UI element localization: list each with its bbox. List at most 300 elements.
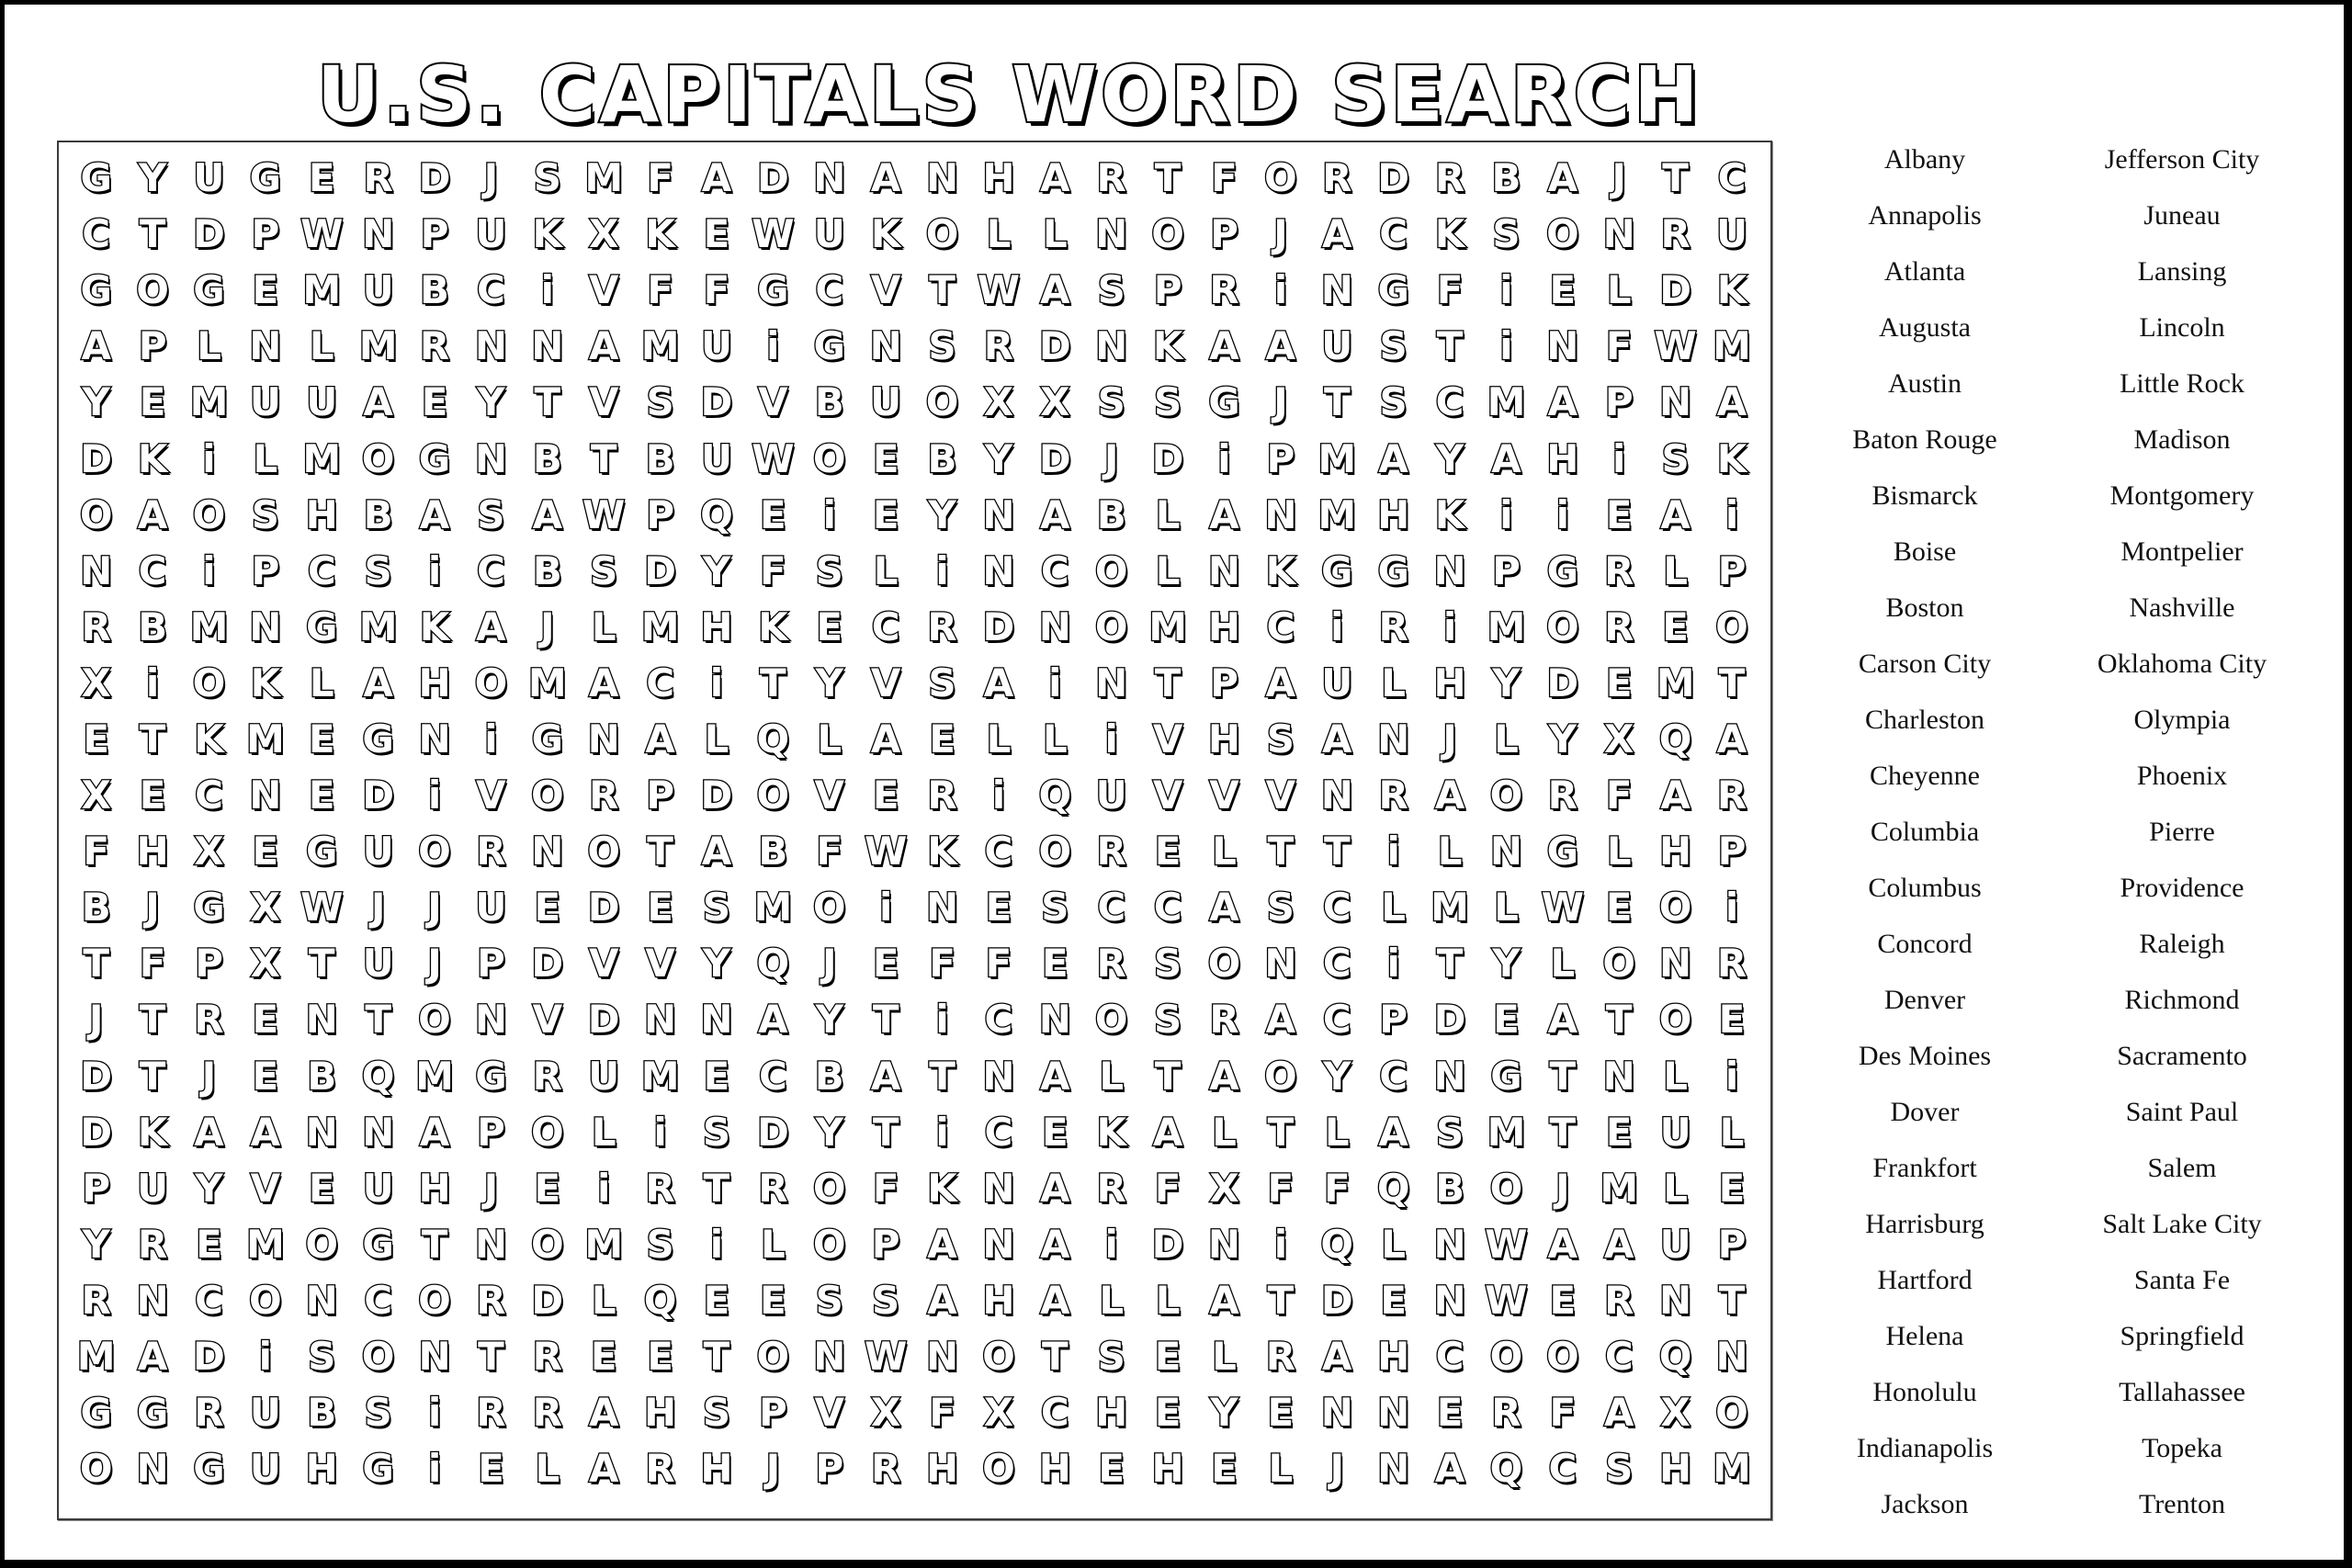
grid-cell[interactable]: V: [1209, 773, 1239, 818]
grid-cell[interactable]: E: [1549, 1277, 1577, 1323]
grid-cell[interactable]: W: [865, 829, 908, 874]
grid-cell[interactable]: E: [1154, 1334, 1182, 1380]
grid-cell[interactable]: A: [1378, 435, 1408, 481]
grid-cell[interactable]: Y: [815, 997, 843, 1043]
grid-cell[interactable]: W: [300, 211, 344, 257]
grid-cell[interactable]: B: [138, 604, 168, 649]
grid-cell[interactable]: V: [588, 379, 619, 425]
grid-cell[interactable]: M: [358, 323, 398, 369]
grid-cell[interactable]: E: [252, 267, 279, 313]
grid-cell[interactable]: i: [1724, 1053, 1739, 1099]
grid-cell[interactable]: A: [701, 155, 732, 201]
grid-cell[interactable]: L: [1494, 885, 1519, 931]
grid-cell[interactable]: E: [1718, 1165, 1746, 1211]
grid-cell[interactable]: E: [1605, 491, 1633, 537]
grid-cell[interactable]: Q: [1320, 1221, 1354, 1267]
grid-cell[interactable]: X: [1209, 1165, 1239, 1211]
grid-cell[interactable]: C: [646, 660, 675, 705]
grid-cell[interactable]: V: [758, 379, 788, 425]
grid-cell[interactable]: G: [1546, 547, 1579, 593]
grid-cell[interactable]: Q: [361, 1053, 395, 1099]
grid-cell[interactable]: L: [986, 211, 1012, 257]
grid-cell[interactable]: Y: [702, 547, 731, 593]
grid-cell[interactable]: W: [865, 1334, 908, 1380]
grid-cell[interactable]: N: [982, 1221, 1015, 1267]
grid-cell[interactable]: N: [1320, 773, 1353, 818]
grid-cell[interactable]: M: [640, 1053, 680, 1099]
grid-cell[interactable]: U: [362, 1165, 394, 1211]
grid-cell[interactable]: U: [362, 941, 394, 987]
grid-cell[interactable]: O: [530, 1221, 564, 1267]
grid-cell[interactable]: S: [1661, 435, 1690, 481]
grid-cell[interactable]: M: [1317, 435, 1357, 481]
grid-cell[interactable]: J: [427, 941, 442, 987]
grid-cell[interactable]: J: [765, 1446, 781, 1492]
grid-cell[interactable]: W: [752, 211, 795, 257]
grid-cell[interactable]: B: [532, 435, 562, 481]
grid-cell[interactable]: X: [983, 379, 1014, 425]
grid-cell[interactable]: Y: [984, 435, 1013, 481]
grid-cell[interactable]: O: [1545, 604, 1579, 649]
grid-cell[interactable]: A: [1209, 885, 1239, 931]
grid-cell[interactable]: U: [249, 1446, 281, 1492]
grid-cell[interactable]: S: [1266, 716, 1295, 761]
grid-cell[interactable]: R: [1378, 604, 1408, 649]
grid-cell[interactable]: N: [587, 716, 620, 761]
grid-cell[interactable]: M: [415, 1053, 454, 1099]
grid-cell[interactable]: A: [588, 323, 619, 369]
grid-cell[interactable]: C: [1322, 997, 1351, 1043]
grid-cell[interactable]: i: [1386, 941, 1400, 987]
grid-cell[interactable]: C: [1717, 155, 1747, 201]
grid-cell[interactable]: L: [1381, 885, 1407, 931]
grid-cell[interactable]: F: [1323, 1165, 1351, 1211]
grid-cell[interactable]: O: [812, 885, 846, 931]
grid-cell[interactable]: A: [588, 1390, 619, 1436]
grid-cell[interactable]: P: [1492, 547, 1521, 593]
grid-cell[interactable]: V: [532, 997, 563, 1043]
grid-cell[interactable]: U: [588, 1053, 620, 1099]
grid-cell[interactable]: J: [540, 604, 555, 649]
grid-cell[interactable]: U: [475, 885, 507, 931]
grid-cell[interactable]: B: [1491, 155, 1521, 201]
grid-cell[interactable]: U: [1095, 773, 1127, 818]
grid-cell[interactable]: A: [1040, 267, 1070, 313]
grid-cell[interactable]: T: [1323, 379, 1351, 425]
grid-cell[interactable]: N: [1095, 323, 1128, 369]
grid-cell[interactable]: O: [812, 1221, 846, 1267]
grid-cell[interactable]: N: [700, 997, 733, 1043]
grid-cell[interactable]: T: [1436, 941, 1464, 987]
grid-cell[interactable]: G: [306, 604, 338, 649]
grid-cell[interactable]: Y: [138, 155, 167, 201]
grid-cell[interactable]: V: [250, 1165, 281, 1211]
grid-cell[interactable]: H: [1546, 435, 1579, 481]
grid-cell[interactable]: K: [194, 716, 224, 761]
grid-cell[interactable]: A: [1660, 773, 1690, 818]
grid-cell[interactable]: A: [419, 491, 450, 537]
grid-cell[interactable]: R: [532, 1334, 562, 1380]
grid-cell[interactable]: L: [1437, 829, 1463, 874]
grid-cell[interactable]: R: [476, 829, 506, 874]
grid-cell[interactable]: N: [474, 997, 507, 1043]
grid-cell[interactable]: O: [1545, 1334, 1579, 1380]
grid-cell[interactable]: V: [588, 941, 619, 987]
grid-cell[interactable]: O: [418, 1277, 451, 1323]
grid-cell[interactable]: A: [1434, 773, 1465, 818]
grid-cell[interactable]: E: [1605, 660, 1633, 705]
grid-cell[interactable]: N: [1095, 211, 1128, 257]
grid-cell[interactable]: i: [540, 267, 555, 313]
grid-cell[interactable]: A: [1265, 660, 1296, 705]
grid-cell[interactable]: O: [1489, 1165, 1523, 1211]
grid-cell[interactable]: W: [582, 491, 626, 537]
grid-cell[interactable]: U: [362, 829, 394, 874]
grid-cell[interactable]: P: [1379, 997, 1408, 1043]
grid-cell[interactable]: O: [136, 267, 169, 313]
grid-cell[interactable]: E: [252, 829, 279, 874]
grid-cell[interactable]: Q: [756, 716, 790, 761]
grid-cell[interactable]: J: [1103, 435, 1119, 481]
grid-cell[interactable]: F: [1267, 1165, 1295, 1211]
grid-cell[interactable]: F: [985, 941, 1012, 987]
grid-cell[interactable]: P: [251, 211, 280, 257]
grid-cell[interactable]: C: [1040, 1390, 1069, 1436]
grid-cell[interactable]: H: [418, 1165, 451, 1211]
grid-cell[interactable]: P: [646, 491, 674, 537]
grid-cell[interactable]: R: [137, 1221, 168, 1267]
grid-cell[interactable]: H: [1038, 1446, 1071, 1492]
grid-cell[interactable]: S: [1379, 323, 1408, 369]
grid-cell[interactable]: H: [136, 829, 169, 874]
grid-cell[interactable]: T: [929, 267, 956, 313]
grid-cell[interactable]: A: [363, 660, 393, 705]
grid-cell[interactable]: A: [1040, 155, 1070, 201]
grid-cell[interactable]: N: [1207, 1221, 1241, 1267]
grid-cell[interactable]: Y: [1210, 1390, 1238, 1436]
grid-cell[interactable]: N: [474, 1221, 507, 1267]
grid-cell[interactable]: D: [756, 155, 789, 201]
grid-cell[interactable]: Q: [1658, 1334, 1692, 1380]
grid-cell[interactable]: i: [1612, 435, 1626, 481]
grid-cell[interactable]: E: [872, 941, 899, 987]
grid-cell[interactable]: V: [588, 267, 619, 313]
grid-cell[interactable]: L: [1381, 660, 1407, 705]
grid-cell[interactable]: N: [1433, 1221, 1466, 1267]
grid-cell[interactable]: M: [584, 1221, 624, 1267]
grid-cell[interactable]: M: [1148, 604, 1188, 649]
grid-cell[interactable]: i: [202, 547, 216, 593]
grid-cell[interactable]: P: [646, 773, 674, 818]
grid-cell[interactable]: D: [362, 773, 395, 818]
grid-cell[interactable]: N: [531, 829, 564, 874]
grid-cell[interactable]: M: [584, 155, 624, 201]
grid-cell[interactable]: T: [872, 1109, 899, 1155]
grid-cell[interactable]: E: [816, 604, 843, 649]
grid-cell[interactable]: N: [925, 1334, 959, 1380]
grid-cell[interactable]: K: [1265, 547, 1296, 593]
grid-cell[interactable]: i: [484, 716, 498, 761]
grid-cell[interactable]: L: [1550, 941, 1576, 987]
grid-cell[interactable]: N: [1659, 379, 1692, 425]
grid-cell[interactable]: T: [929, 1053, 956, 1099]
grid-cell[interactable]: G: [306, 829, 338, 874]
grid-cell[interactable]: T: [139, 211, 166, 257]
grid-cell[interactable]: R: [927, 773, 957, 818]
grid-cell[interactable]: R: [1096, 155, 1126, 201]
grid-cell[interactable]: O: [1602, 941, 1636, 987]
grid-cell[interactable]: S: [1435, 1109, 1464, 1155]
grid-cell[interactable]: F: [1605, 773, 1633, 818]
grid-cell[interactable]: W: [1485, 1221, 1528, 1267]
grid-cell[interactable]: R: [1434, 155, 1465, 201]
grid-cell[interactable]: Q: [1489, 1446, 1523, 1492]
grid-cell[interactable]: R: [1322, 155, 1352, 201]
grid-cell[interactable]: T: [365, 997, 391, 1043]
grid-cell[interactable]: F: [83, 829, 110, 874]
grid-cell[interactable]: N: [1264, 941, 1297, 987]
grid-cell[interactable]: i: [1442, 604, 1457, 649]
grid-cell[interactable]: O: [192, 491, 226, 537]
grid-cell[interactable]: A: [1547, 1221, 1578, 1267]
grid-cell[interactable]: R: [1209, 267, 1239, 313]
grid-cell[interactable]: D: [80, 1053, 113, 1099]
grid-cell[interactable]: L: [253, 435, 278, 481]
grid-cell[interactable]: M: [640, 604, 680, 649]
grid-cell[interactable]: K: [758, 604, 788, 649]
grid-cell[interactable]: T: [647, 829, 673, 874]
grid-cell[interactable]: N: [474, 323, 507, 369]
grid-cell[interactable]: E: [1718, 997, 1746, 1043]
grid-cell[interactable]: T: [83, 941, 110, 987]
grid-cell[interactable]: Q: [1038, 773, 1072, 818]
grid-cell[interactable]: A: [1040, 1277, 1070, 1323]
grid-cell[interactable]: T: [1323, 829, 1351, 874]
grid-cell[interactable]: C: [1266, 604, 1295, 649]
grid-cell[interactable]: R: [194, 997, 224, 1043]
grid-cell[interactable]: Y: [1435, 435, 1464, 481]
grid-cell[interactable]: A: [1040, 1165, 1070, 1211]
grid-cell[interactable]: S: [646, 1221, 674, 1267]
grid-cell[interactable]: G: [80, 267, 112, 313]
grid-cell[interactable]: S: [815, 547, 843, 593]
grid-cell[interactable]: E: [252, 1053, 279, 1099]
grid-cell[interactable]: E: [421, 379, 448, 425]
grid-cell[interactable]: C: [984, 829, 1013, 874]
grid-cell[interactable]: H: [644, 1390, 677, 1436]
grid-cell[interactable]: M: [189, 379, 229, 425]
grid-cell[interactable]: P: [1266, 435, 1295, 481]
grid-cell[interactable]: J: [201, 1053, 217, 1099]
grid-cell[interactable]: L: [986, 716, 1012, 761]
grid-cell[interactable]: C: [82, 211, 111, 257]
grid-cell[interactable]: T: [1662, 155, 1689, 201]
grid-cell[interactable]: N: [418, 1334, 451, 1380]
grid-cell[interactable]: U: [306, 379, 338, 425]
grid-cell[interactable]: N: [1377, 1446, 1410, 1492]
grid-cell[interactable]: K: [532, 211, 563, 257]
grid-cell[interactable]: E: [760, 491, 786, 537]
grid-cell[interactable]: H: [1377, 491, 1410, 537]
grid-cell[interactable]: O: [587, 829, 621, 874]
grid-cell[interactable]: N: [136, 1446, 169, 1492]
grid-cell[interactable]: R: [81, 1277, 111, 1323]
grid-cell[interactable]: A: [1547, 379, 1578, 425]
grid-cell[interactable]: S: [1379, 379, 1408, 425]
grid-cell[interactable]: C: [364, 1277, 393, 1323]
grid-cell[interactable]: O: [756, 773, 790, 818]
grid-cell[interactable]: T: [1267, 1109, 1295, 1155]
grid-cell[interactable]: A: [927, 1277, 957, 1323]
grid-cell[interactable]: C: [1548, 1446, 1577, 1492]
grid-cell[interactable]: S: [1153, 997, 1182, 1043]
grid-cell[interactable]: i: [1499, 323, 1513, 369]
grid-cell[interactable]: B: [645, 435, 675, 481]
grid-cell[interactable]: S: [646, 379, 674, 425]
grid-cell[interactable]: X: [250, 885, 281, 931]
grid-cell[interactable]: N: [813, 1334, 846, 1380]
grid-cell[interactable]: G: [757, 267, 789, 313]
grid-cell[interactable]: A: [1434, 1446, 1465, 1492]
grid-cell[interactable]: G: [362, 1221, 394, 1267]
grid-cell[interactable]: A: [137, 491, 168, 537]
grid-cell[interactable]: Q: [1658, 716, 1692, 761]
grid-cell[interactable]: D: [700, 379, 733, 425]
grid-cell[interactable]: L: [1494, 716, 1519, 761]
grid-cell[interactable]: O: [1264, 155, 1297, 201]
grid-cell[interactable]: U: [362, 267, 394, 313]
grid-cell[interactable]: N: [813, 155, 846, 201]
grid-cell[interactable]: G: [418, 435, 451, 481]
grid-cell[interactable]: V: [814, 773, 845, 818]
grid-cell[interactable]: A: [1716, 379, 1747, 425]
grid-cell[interactable]: B: [758, 829, 788, 874]
grid-cell[interactable]: V: [870, 660, 901, 705]
grid-cell[interactable]: B: [363, 491, 393, 537]
grid-cell[interactable]: M: [302, 267, 342, 313]
grid-cell[interactable]: J: [483, 155, 499, 201]
grid-cell[interactable]: J: [1273, 211, 1288, 257]
grid-cell[interactable]: N: [362, 211, 395, 257]
grid-cell[interactable]: D: [80, 1109, 113, 1155]
grid-cell[interactable]: E: [308, 773, 335, 818]
grid-cell[interactable]: G: [531, 716, 564, 761]
grid-cell[interactable]: O: [982, 1334, 1015, 1380]
grid-cell[interactable]: D: [587, 997, 620, 1043]
grid-cell[interactable]: N: [1659, 1277, 1692, 1323]
grid-cell[interactable]: A: [1378, 1109, 1408, 1155]
grid-cell[interactable]: L: [1663, 1165, 1689, 1211]
grid-cell[interactable]: D: [1038, 435, 1071, 481]
grid-cell[interactable]: X: [81, 660, 111, 705]
grid-cell[interactable]: i: [258, 1334, 273, 1380]
grid-cell[interactable]: H: [700, 1446, 733, 1492]
grid-cell[interactable]: E: [703, 1053, 730, 1099]
grid-cell[interactable]: A: [758, 997, 788, 1043]
grid-cell[interactable]: J: [483, 1165, 499, 1211]
grid-cell[interactable]: i: [991, 773, 1006, 818]
grid-cell[interactable]: R: [1660, 211, 1690, 257]
grid-cell[interactable]: X: [589, 211, 619, 257]
grid-cell[interactable]: R: [758, 1165, 788, 1211]
grid-cell[interactable]: M: [753, 885, 793, 931]
grid-cell[interactable]: Y: [815, 1109, 843, 1155]
grid-cell[interactable]: M: [358, 604, 398, 649]
grid-cell[interactable]: M: [1430, 885, 1469, 931]
grid-cell[interactable]: G: [813, 323, 846, 369]
grid-cell[interactable]: A: [194, 1109, 224, 1155]
grid-cell[interactable]: X: [1660, 1390, 1690, 1436]
grid-cell[interactable]: E: [703, 1277, 730, 1323]
grid-cell[interactable]: K: [1434, 211, 1465, 257]
grid-cell[interactable]: V: [1265, 773, 1296, 818]
grid-cell[interactable]: D: [531, 1277, 564, 1323]
grid-cell[interactable]: O: [79, 1446, 113, 1492]
grid-cell[interactable]: N: [982, 547, 1015, 593]
grid-cell[interactable]: L: [535, 1446, 560, 1492]
grid-cell[interactable]: N: [249, 323, 282, 369]
grid-cell[interactable]: M: [1713, 323, 1751, 369]
grid-cell[interactable]: P: [477, 1109, 505, 1155]
grid-cell[interactable]: O: [1658, 885, 1692, 931]
grid-cell[interactable]: A: [870, 155, 901, 201]
grid-cell[interactable]: i: [766, 323, 780, 369]
grid-cell[interactable]: R: [194, 1390, 224, 1436]
grid-cell[interactable]: A: [1491, 435, 1521, 481]
grid-cell[interactable]: R: [1378, 773, 1408, 818]
grid-cell[interactable]: M: [527, 660, 567, 705]
grid-cell[interactable]: i: [1555, 491, 1570, 537]
grid-cell[interactable]: E: [760, 1277, 786, 1323]
grid-cell[interactable]: F: [139, 941, 166, 987]
grid-cell[interactable]: M: [245, 716, 285, 761]
grid-cell[interactable]: F: [1154, 1165, 1182, 1211]
grid-cell[interactable]: B: [81, 885, 111, 931]
grid-cell[interactable]: E: [1436, 1390, 1464, 1436]
grid-cell[interactable]: N: [1433, 1277, 1466, 1323]
grid-cell[interactable]: M: [189, 604, 229, 649]
grid-cell[interactable]: i: [709, 660, 724, 705]
grid-cell[interactable]: A: [532, 491, 563, 537]
grid-cell[interactable]: O: [1207, 941, 1241, 987]
grid-cell[interactable]: C: [1379, 211, 1408, 257]
grid-cell[interactable]: N: [249, 773, 282, 818]
grid-cell[interactable]: P: [138, 323, 167, 369]
grid-cell[interactable]: Y: [1492, 660, 1521, 705]
grid-cell[interactable]: G: [136, 1390, 169, 1436]
grid-cell[interactable]: P: [477, 941, 505, 987]
grid-cell[interactable]: E: [590, 1334, 617, 1380]
grid-cell[interactable]: Y: [82, 1221, 110, 1267]
grid-cell[interactable]: H: [418, 660, 451, 705]
grid-cell[interactable]: N: [1602, 1053, 1635, 1099]
grid-cell[interactable]: D: [1151, 1221, 1184, 1267]
grid-cell[interactable]: S: [590, 547, 618, 593]
grid-cell[interactable]: A: [137, 1334, 168, 1380]
grid-cell[interactable]: C: [195, 773, 223, 818]
grid-cell[interactable]: R: [645, 1446, 675, 1492]
grid-cell[interactable]: Q: [1376, 1165, 1410, 1211]
grid-cell[interactable]: R: [927, 604, 957, 649]
grid-cell[interactable]: F: [1605, 323, 1633, 369]
grid-cell[interactable]: K: [137, 1109, 168, 1155]
grid-cell[interactable]: A: [870, 716, 901, 761]
grid-cell[interactable]: R: [645, 1165, 675, 1211]
grid-cell[interactable]: S: [251, 491, 279, 537]
grid-cell[interactable]: F: [647, 155, 673, 201]
grid-cell[interactable]: N: [1659, 941, 1692, 987]
grid-cell[interactable]: N: [644, 997, 677, 1043]
